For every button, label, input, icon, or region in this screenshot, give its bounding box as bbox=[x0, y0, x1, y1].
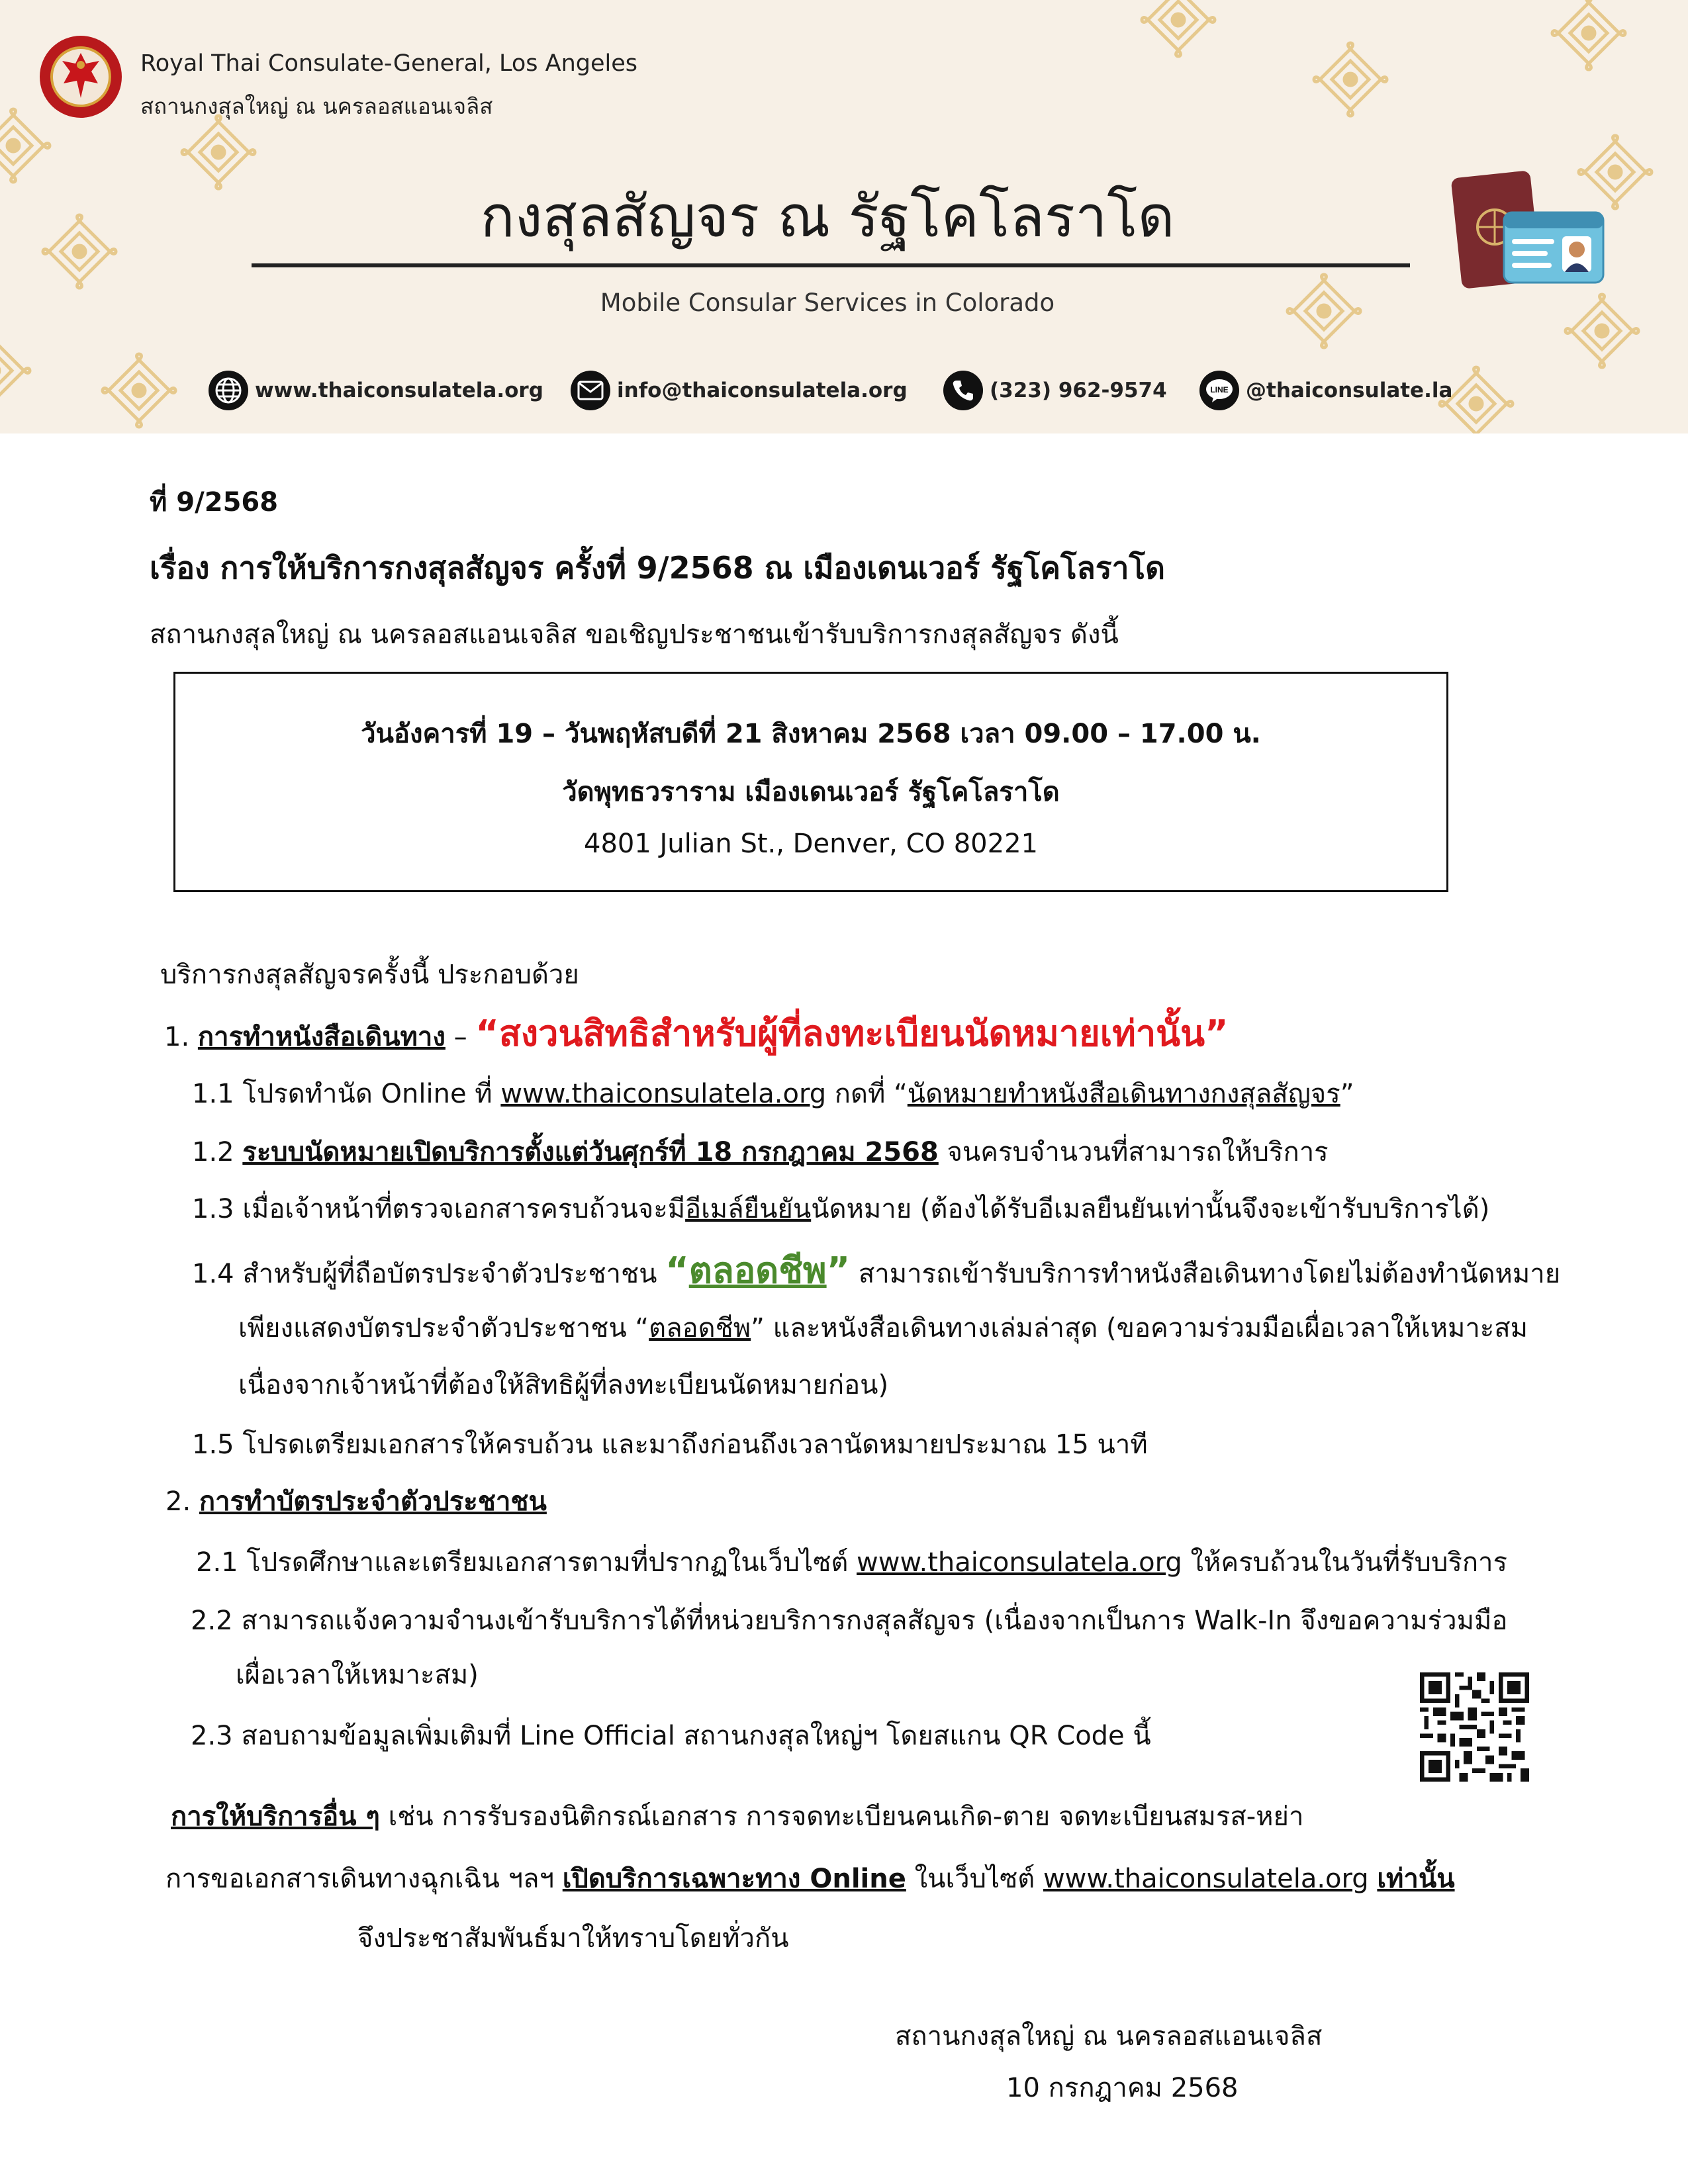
item-1-4 bbox=[192, 1242, 1560, 1298]
item-1-4-post: สามารถเข้ารับบริการทำหนังสือเดินทางโดยไม่ต้องทำนัดหมาย bbox=[850, 1259, 1561, 1289]
letter-subject: เรื่อง การให้บริการกงสุลสัญจร ครั้งที่ 9/2568 ณ เมืองเดนเวอร์ รัฐโคโลราโด bbox=[150, 550, 1165, 586]
globe-icon bbox=[209, 371, 248, 410]
email-text: info@thaiconsulatela.org bbox=[617, 379, 908, 402]
reserved-notice: “สงวนสิทธิสำหรับผู้ที่ลงทะเบียนนัดหมายเท่านั้น” bbox=[475, 1013, 1229, 1054]
signature-date: 10 กรกฎาคม 2568 bbox=[1006, 2073, 1239, 2103]
item-2-1-text: 2.1 โปรดศึกษาและเตรียมเอกสารตามที่ปรากฏในเว็บไซต์ bbox=[196, 1547, 857, 1578]
letter-number: ที่ 9/2568 bbox=[150, 487, 279, 518]
line-app-icon bbox=[1199, 371, 1239, 410]
section-1-title: การทำหนังสือเดินทาง bbox=[197, 1022, 445, 1052]
item-2-2-cont: เผื่อเวลาให้เหมาะสม) bbox=[236, 1660, 479, 1690]
item-1-2-post: จนครบจำนวนที่สามารถให้บริการ bbox=[938, 1137, 1329, 1167]
appointment-link[interactable]: นัดหมายทำหนังสือเดินทางกงสุลสัญจร bbox=[907, 1079, 1340, 1109]
other-services-mid: ในเว็บไซต์ bbox=[906, 1864, 1043, 1894]
org-name-en: Royal Thai Consulate-General, Los Angeles bbox=[140, 50, 638, 77]
other-services-pre: การขอเอกสารเดินทางฉุกเฉิน ฯลฯ bbox=[165, 1864, 563, 1894]
event-date-time: วันอังคารที่ 19 – วันพฤหัสบดีที่ 21 สิงหาคม 2568 เวลา 09.00 – 17.00 น. bbox=[361, 719, 1261, 749]
line-id-text: @thaiconsulate.la bbox=[1246, 379, 1453, 402]
garuda-emblem-icon bbox=[38, 34, 123, 119]
section-2-heading bbox=[165, 1480, 547, 1522]
item-1-3 bbox=[192, 1187, 1489, 1230]
website-text: www.thaiconsulatela.org bbox=[255, 379, 543, 402]
header-banner bbox=[0, 0, 1688, 433]
item-1-2-num: 1.2 bbox=[192, 1137, 243, 1167]
services-lead: บริการกงสุลสัญจรครั้งนี้ ประกอบด้วย bbox=[160, 960, 579, 990]
phone-text: (323) 962-9574 bbox=[990, 379, 1167, 402]
online-only-text: เปิดบริการเฉพาะทาง Online bbox=[562, 1864, 906, 1894]
section-1-number: 1. bbox=[164, 1022, 190, 1052]
email-icon bbox=[571, 371, 610, 410]
item-1-4-cont bbox=[238, 1306, 1528, 1349]
qr-code-icon[interactable] bbox=[1420, 1672, 1529, 1782]
item-2-3: 2.3 สอบถามข้อมูลเพิ่มเติมที่ Line Official สถานกงสุลใหญ่ฯ โดยสแกน QR Code นี้ bbox=[191, 1721, 1151, 1751]
website-link-2[interactable]: www.thaiconsulatela.org bbox=[857, 1547, 1182, 1578]
contact-email[interactable] bbox=[571, 371, 908, 410]
item-1-1-mid: กดที่ “ bbox=[826, 1079, 908, 1109]
passport-and-id-card-icon bbox=[1443, 169, 1609, 301]
booking-open-date: ระบบนัดหมายเปิดบริการตั้งแต่วันศุกร์ที่ 18 กรกฎาคม 2568 bbox=[242, 1137, 939, 1167]
section-1-heading bbox=[164, 1005, 1229, 1062]
contact-website[interactable] bbox=[209, 371, 543, 410]
event-info-box bbox=[173, 672, 1448, 892]
other-services-line-2 bbox=[165, 1857, 1455, 1899]
item-1-2 bbox=[192, 1130, 1329, 1173]
contact-line[interactable] bbox=[1199, 371, 1452, 410]
item-2-1-post: ให้ครบถ้วนในวันที่รับบริการ bbox=[1182, 1547, 1507, 1578]
item-1-1-text: 1.1 โปรดทำนัด Online ที่ bbox=[192, 1079, 501, 1109]
section-2-number: 2. bbox=[165, 1486, 191, 1517]
website-link[interactable]: www.thaiconsulatela.org bbox=[500, 1079, 827, 1109]
lifetime-quote-close: ” bbox=[826, 1250, 851, 1291]
item-1-5: 1.5 โปรดเตรียมเอกสารให้ครบถ้วน และมาถึงก่อนถึงเวลานัดหมายประมาณ 15 นาที bbox=[192, 1430, 1148, 1460]
contact-phone[interactable] bbox=[943, 371, 1167, 410]
signature-org: สถานกงสุลใหญ่ ณ นครลอสแอนเจลิส bbox=[895, 2021, 1323, 2052]
item-1-4b-pre: เพียงแสดงบัตรประจำตัวประชาชน “ bbox=[238, 1313, 649, 1343]
section-1-dash: – bbox=[445, 1022, 476, 1052]
other-services-list: เช่น การรับรองนิติกรณ์เอกสาร การจดทะเบียนคนเกิด-ตาย จดทะเบียนสมรส-หย่า bbox=[379, 1801, 1304, 1832]
event-venue: วัดพุทธวราราม เมืองเดนเวอร์ รัฐโคโลราโด bbox=[562, 777, 1060, 807]
item-2-2: 2.2 สามารถแจ้งความจำนงเข้ารับบริการได้ที่หน่วยบริการกงสุลสัญจร (เนื่องจากเป็นการ Walk-In จึงขอความร่วมมือ bbox=[191, 1606, 1508, 1636]
item-1-4b-post: ” และหนังสือเดินทางเล่มล่าสุด (ขอความร่วมมือเผื่อเวลาให้เหมาะสม bbox=[751, 1313, 1528, 1343]
only-text: เท่านั้น bbox=[1377, 1864, 1455, 1894]
event-address: 4801 Julian St., Denver, CO 80221 bbox=[584, 829, 1038, 859]
phone-icon bbox=[943, 371, 983, 410]
org-name-th: สถานกงสุลใหญ่ ณ นครลอสแอนเจลิส bbox=[140, 93, 493, 119]
item-1-1 bbox=[192, 1072, 1354, 1115]
other-services-line-1 bbox=[171, 1795, 1303, 1837]
letter-intro: สถานกงสุลใหญ่ ณ นครลอสแอนเจลิส ขอเชิญประชาชนเข้ารับบริการกงสุลสัญจร ดังนี้ bbox=[150, 619, 1119, 650]
other-services-space bbox=[1369, 1864, 1378, 1894]
item-1-1-post: ” bbox=[1340, 1079, 1354, 1109]
lifetime-id-text: ตลอดชีพ bbox=[649, 1313, 751, 1343]
confirmation-email-text: อีเมล์ยืนยัน bbox=[685, 1194, 812, 1224]
title-divider bbox=[252, 263, 1410, 267]
item-1-3-text: 1.3 เมื่อเจ้าหน้าที่ตรวจเอกสารครบถ้วนจะมี bbox=[192, 1194, 686, 1224]
item-1-4-text: 1.4 สำหรับผู้ที่ถือบัตรประจำตัวประชาชน bbox=[192, 1259, 666, 1289]
page-title: กงสุลสัญจร ณ รัฐโคโลราโด bbox=[480, 184, 1175, 250]
lifetime-id-highlight: ตลอดชีพ bbox=[688, 1250, 827, 1291]
page-subtitle: Mobile Consular Services in Colorado bbox=[600, 289, 1055, 317]
closing-statement: จึงประชาสัมพันธ์มาให้ทราบโดยทั่วกัน bbox=[357, 1923, 789, 1954]
line-icon-label: LINE bbox=[1210, 385, 1229, 394]
item-2-1 bbox=[196, 1541, 1507, 1583]
item-1-3-post: นัดหมาย (ต้องได้รับอีเมลยืนยันเท่านั้นจึงจะเข้ารับบริการได้) bbox=[811, 1194, 1490, 1224]
section-2-title: การทำบัตรประจำตัวประชาชน bbox=[199, 1486, 547, 1517]
website-link-3[interactable]: www.thaiconsulatela.org bbox=[1043, 1864, 1369, 1894]
lifetime-quote-open: “ bbox=[665, 1250, 689, 1291]
other-services-title: การให้บริการอื่น ๆ bbox=[171, 1801, 380, 1832]
item-1-4-cont-2: เนื่องจากเจ้าหน้าที่ต้องให้สิทธิผู้ที่ลงทะเบียนนัดหมายก่อน) bbox=[238, 1370, 889, 1400]
